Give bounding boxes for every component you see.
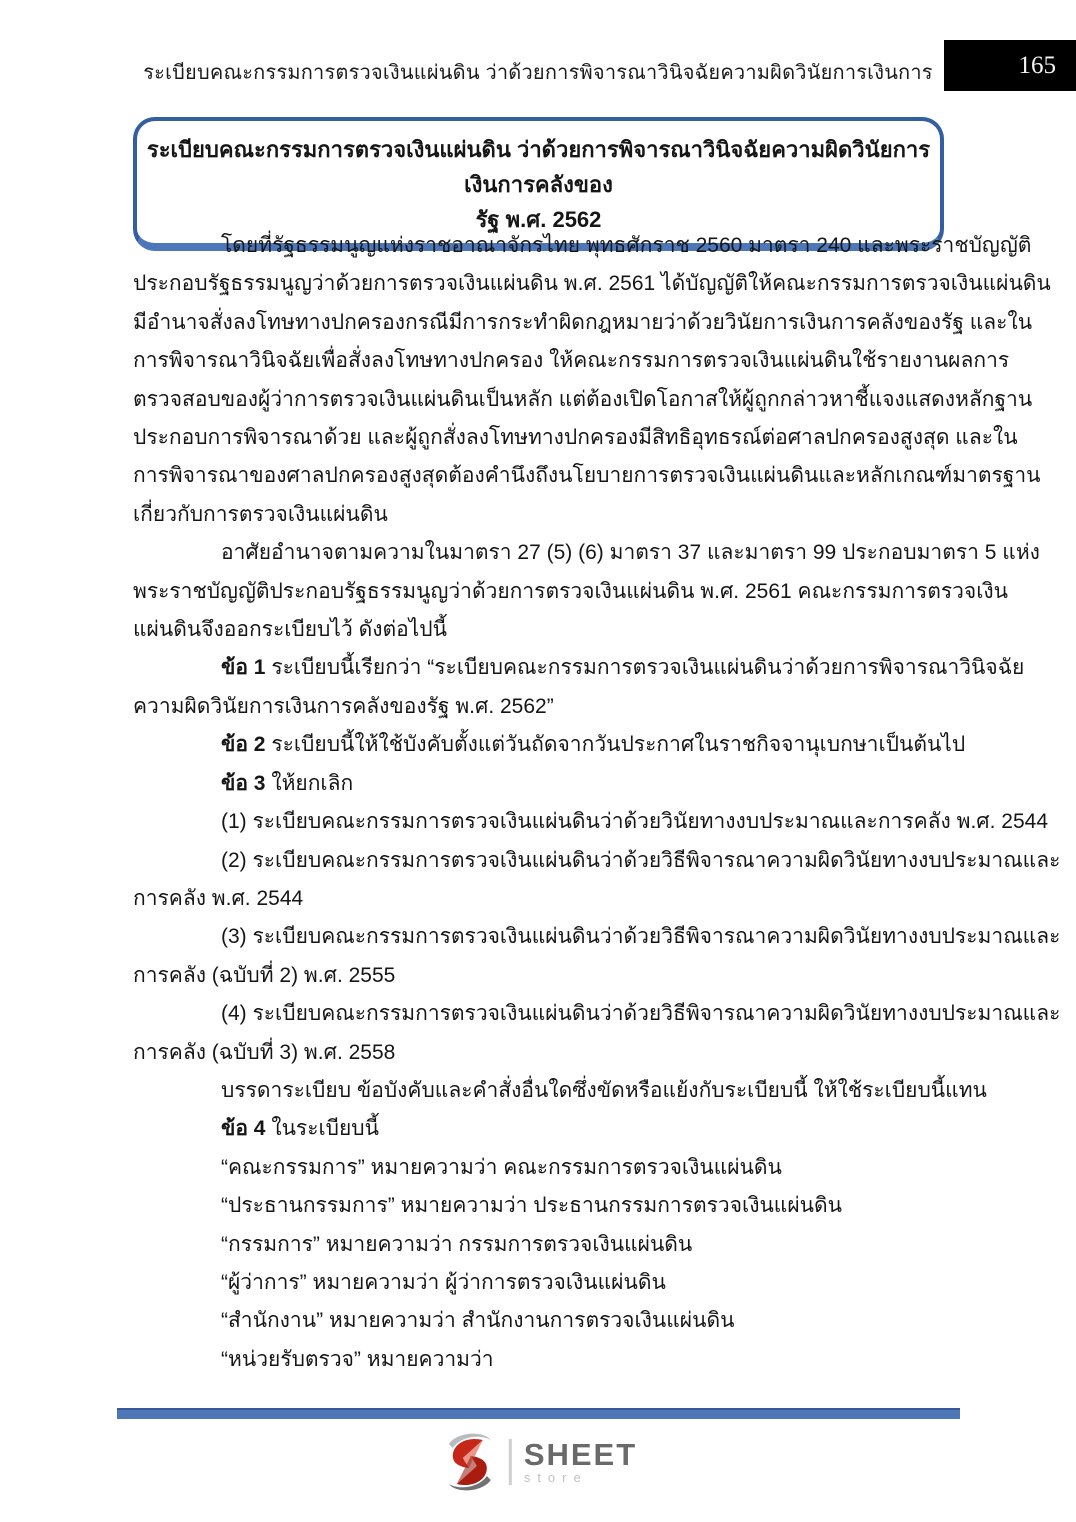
line-text: ประกอบรัฐธรรมนูญว่าด้วยการตรวจเงินแผ่นดิน พ.ศ. 2561 ได้บัญญัติให้คณะกรรมการตรวจเงินแผ่นดิน	[133, 272, 1051, 296]
text-line	[133, 227, 1032, 265]
text-line	[133, 457, 1041, 495]
text-line	[133, 995, 1061, 1033]
text-line	[133, 1072, 987, 1110]
clause-label: ข้อ 3	[221, 771, 266, 795]
line-text: การคลัง (ฉบับที่ 2) พ.ศ. 2555	[133, 963, 396, 987]
text-line	[133, 688, 948, 726]
clause-label: ข้อ 2	[221, 733, 266, 757]
title-line-2: รัฐ พ.ศ. 2562	[475, 207, 602, 232]
document-body	[133, 227, 1061, 1379]
page-number: 165	[1018, 51, 1056, 79]
line-text: ระเบียบนี้เรียกว่า “ระเบียบคณะกรรมการตรวจเงินแผ่นดินว่าด้วยการพิจารณาวินิจฉัย	[265, 656, 1025, 680]
text-line	[133, 765, 948, 803]
text-line	[133, 381, 1033, 419]
line-text: เกี่ยวกับการตรวจเงินแผ่นดิน	[133, 502, 388, 526]
text-line	[133, 880, 948, 918]
line-text: โดยที่รัฐธรรมนูญแห่งราชอาณาจักรไทย พุทธศักราช 2560 มาตรา 240 และพระราชบัญญัติ	[221, 234, 1032, 257]
line-text: การพิจารณาของศาลปกครองสูงสุดต้องคำนึงถึงนโยบายการตรวจเงินแผ่นดินและหลักเกณฑ์มาตรฐาน	[133, 464, 1041, 488]
line-text: แผ่นดินจึงออกระเบียบไว้ ดังต่อไปนี้	[133, 618, 447, 642]
text-line	[133, 1187, 948, 1225]
text-line	[133, 304, 1033, 342]
running-header: ระเบียบคณะกรรมการตรวจเงินแผ่นดิน ว่าด้วยการพิจารณาวินิจฉัยความผิดวินัยการเงินการ	[143, 62, 933, 84]
line-text: (3) ระเบียบคณะกรรมการตรวจเงินแผ่นดินว่าด้วยวิธีพิจารณาความผิดวินัยทางงบประมาณและ	[221, 925, 1061, 949]
line-text: “คณะกรรมการ” หมายความว่า คณะกรรมการตรวจเงินแผ่นดิน	[221, 1155, 782, 1179]
text-line	[133, 649, 1025, 687]
text-line	[133, 1034, 948, 1072]
text-line	[133, 534, 1040, 572]
text-line	[133, 611, 948, 649]
line-text: มีอำนาจสั่งลงโทษทางปกครองกรณีมีการกระทำผิดกฎหมายว่าด้วยวินัยการเงินการคลังของรัฐ และใน	[133, 310, 1033, 334]
clause-label: ข้อ 1	[221, 656, 266, 680]
line-text: ให้ยกเลิก	[265, 771, 354, 795]
line-text: ตรวจสอบของผู้ว่าการตรวจเงินแผ่นดินเป็นหลัก แต่ต้องเปิดโอกาสให้ผู้ถูกกล่าวหาชี้แจงแสดงหลักฐาน	[133, 387, 1033, 411]
line-text: การคลัง (ฉบับที่ 3) พ.ศ. 2558	[133, 1040, 396, 1064]
text-line	[133, 1341, 948, 1379]
line-text: พระราชบัญญัติประกอบรัฐธรรมนูญว่าด้วยการตรวจเงินแผ่นดิน พ.ศ. 2561 คณะกรรมการตรวจเงิน	[133, 579, 1009, 603]
line-text: “สำนักงาน” หมายความว่า สำนักงานการตรวจเงินแผ่นดิน	[221, 1309, 735, 1333]
line-text: (1) ระเบียบคณะกรรมการตรวจเงินแผ่นดินว่าด้วยวินัยทางงบประมาณและการคลัง พ.ศ. 2544	[221, 810, 1049, 834]
line-text: อาศัยอำนาจตามความในมาตรา 27 (5) (6) มาตรา 37 และมาตรา 99 ประกอบมาตรา 5 แห่ง	[221, 541, 1040, 565]
line-text: (4) ระเบียบคณะกรรมการตรวจเงินแผ่นดินว่าด้วยวิธีพิจารณาความผิดวินัยทางงบประมาณและ	[221, 1002, 1061, 1026]
line-text: ในระเบียบนี้	[265, 1117, 379, 1141]
text-line	[133, 1149, 948, 1187]
text-line	[133, 803, 1049, 841]
title-line-1: ระเบียบคณะกรรมการตรวจเงินแผ่นดิน ว่าด้วยการพิจารณาวินิจฉัยความผิดวินัยการเงินการคลังของ	[146, 137, 931, 197]
logo-wordmark	[523, 1436, 638, 1485]
text-line	[133, 842, 1061, 880]
clause-label: ข้อ 4	[221, 1117, 266, 1141]
text-line	[133, 573, 1009, 611]
sheet-store-s-icon	[439, 1430, 501, 1494]
line-text: บรรดาระเบียบ ข้อบังคับและคำสั่งอื่นใดซึ่งขัดหรือแย้งกับระเบียบนี้ ให้ใช้ระเบียบนี้แทน	[221, 1078, 987, 1102]
line-text: การคลัง พ.ศ. 2544	[133, 886, 304, 910]
text-line	[133, 1226, 948, 1264]
text-line	[133, 1110, 948, 1148]
line-text: (2) ระเบียบคณะกรรมการตรวจเงินแผ่นดินว่าด้วยวิธีพิจารณาความผิดวินัยทางงบประมาณและ	[221, 848, 1061, 872]
text-line	[133, 918, 1061, 956]
line-text: ประกอบการพิจารณาด้วย และผู้ถูกสั่งลงโทษทางปกครองมีสิทธิอุทธรณ์ต่อศาลปกครองสูงสุด และใน	[133, 426, 1018, 450]
text-line	[133, 496, 948, 534]
line-text: การพิจารณาวินิจฉัยเพื่อสั่งลงโทษทางปกครอง ให้คณะกรรมการตรวจเงินแผ่นดินใช้รายงานผลการ	[133, 349, 1010, 373]
logo-subtext: store	[523, 1469, 588, 1485]
page-number-badge	[944, 40, 1076, 91]
line-text: “ประธานกรรมการ” หมายความว่า ประธานกรรมการตรวจเงินแผ่นดิน	[221, 1194, 842, 1218]
line-text: “หน่วยรับตรวจ” หมายความว่า	[221, 1347, 494, 1371]
footer-divider	[117, 1408, 960, 1419]
text-line	[133, 342, 1010, 380]
sheet-store-logo	[439, 1430, 637, 1494]
text-line	[133, 726, 966, 764]
text-line	[133, 265, 1051, 303]
logo-divider	[509, 1439, 512, 1485]
text-line	[133, 419, 1018, 457]
line-text: “กรรมการ” หมายความว่า กรรมการตรวจเงินแผ่นดิน	[221, 1232, 693, 1256]
line-text: “ผู้ว่าการ” หมายความว่า ผู้ว่าการตรวจเงินแผ่นดิน	[221, 1270, 666, 1294]
logo-text: SHEET	[523, 1436, 638, 1472]
text-line	[133, 1302, 948, 1340]
line-text: ระเบียบนี้ให้ใช้บังคับตั้งแต่วันถัดจากวันประกาศในราชกิจจานุเบกษาเป็นต้นไป	[265, 733, 966, 757]
line-text: ความผิดวินัยการเงินการคลังของรัฐ พ.ศ. 2562”	[133, 694, 554, 718]
text-line	[133, 957, 948, 995]
text-line	[133, 1264, 948, 1302]
